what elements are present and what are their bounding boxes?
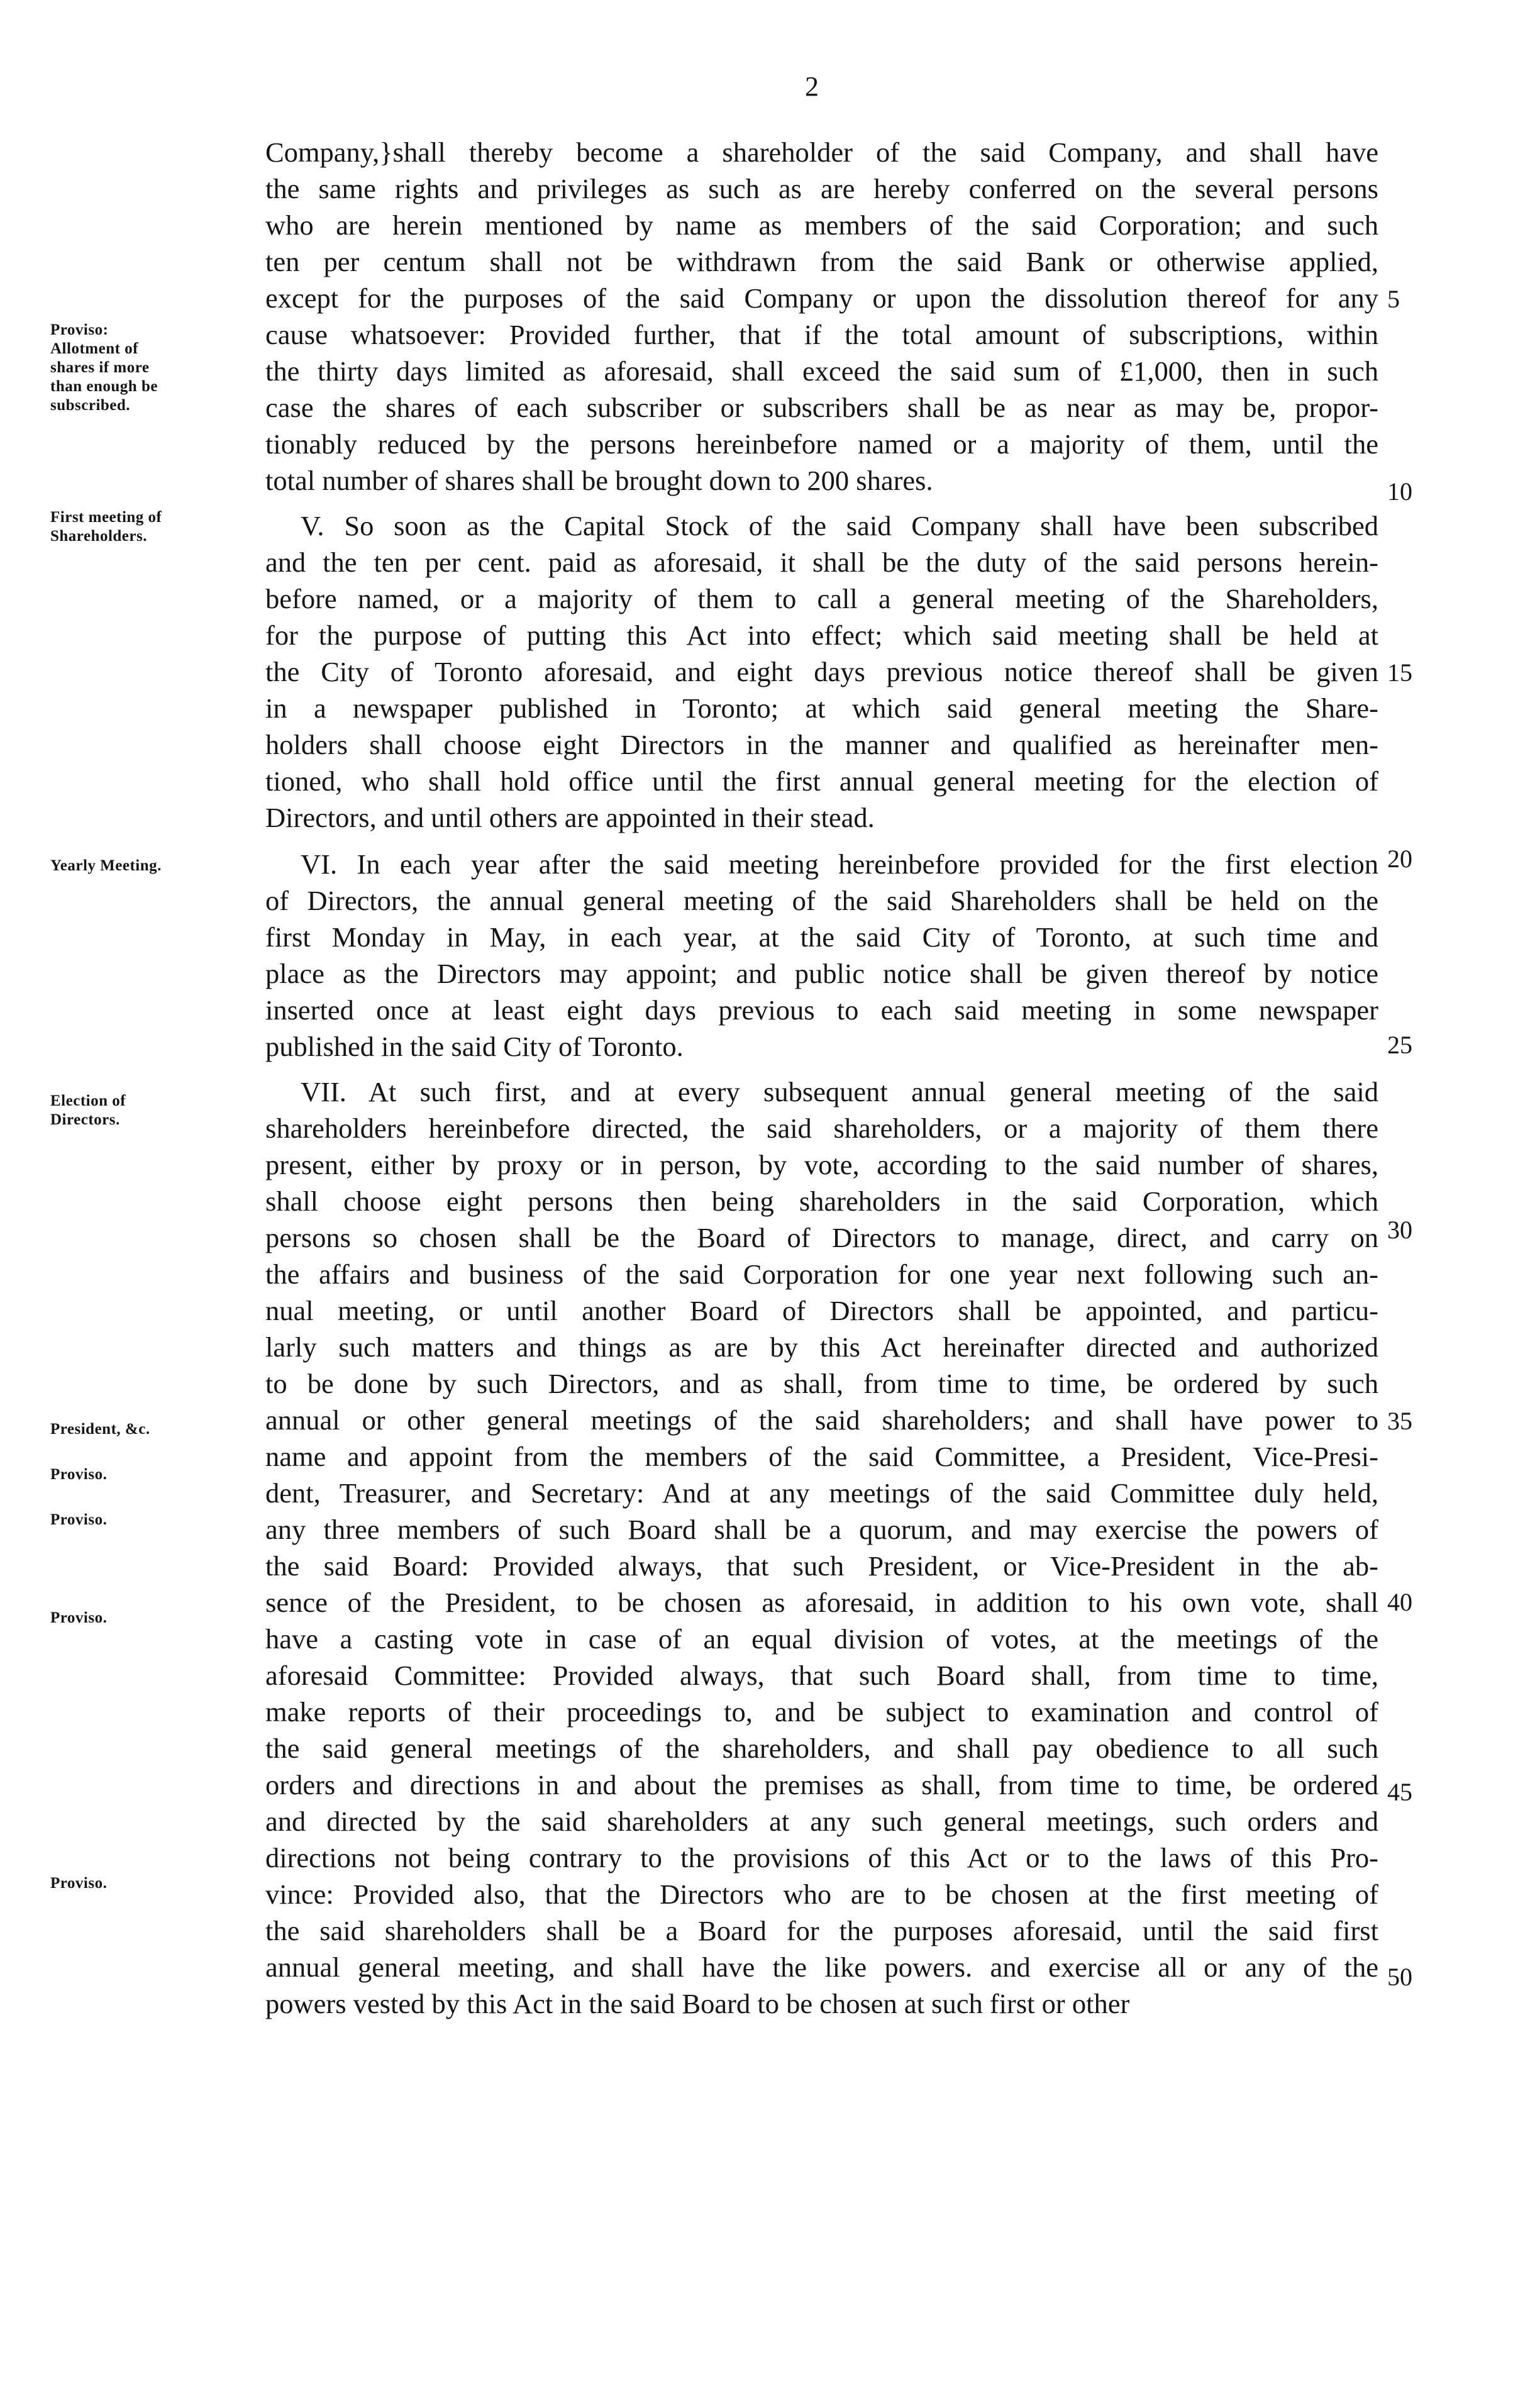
text-line: the affairs and business of the said Corporation for one year next following such an- [265, 1258, 1378, 1290]
text-line: tioned, who shall hold office until the first annual general meeting for the election of [265, 765, 1378, 797]
line-number: 10 [1387, 477, 1412, 506]
margin-note-line: subscribed. [50, 397, 131, 414]
text-line: the thirty days limited as aforesaid, shall exceed the said sum of £1,000, then in such [265, 355, 1378, 387]
text-line: ten per centum shall not be withdrawn from the said Bank or otherwise applied, [265, 246, 1378, 277]
text-line: make reports of their proceedings to, and be subject to examination and control of [265, 1696, 1378, 1728]
text-line: orders and directions in and about the premises as shall, from time to time, be ordered [265, 1769, 1378, 1800]
text-line: the said Board: Provided always, that such President, or Vice-President in the ab- [265, 1550, 1378, 1582]
margin-note [50, 1874, 252, 1893]
margin-note-line: Proviso. [50, 1511, 108, 1528]
text-line: first Monday in May, in each year, at the said City of Toronto, at such time and [265, 921, 1378, 953]
text-line: to be done by such Directors, and as shall, from time to time, be ordered by such [265, 1368, 1378, 1399]
text-line: shall choose eight persons then being shareholders in the said Corporation, which [265, 1185, 1378, 1217]
text-line: larly such matters and things as are by this Act hereinafter directed and authorized [265, 1331, 1378, 1363]
text-line: the same rights and privileges as such as are hereby conferred on the several persons [265, 173, 1378, 204]
line-number: 15 [1387, 658, 1412, 687]
margin-note-line: Shareholders. [50, 528, 147, 545]
text-line: who are herein mentioned by name as members of the said Corporation; and such [265, 209, 1378, 241]
margin-note-line: Election of [50, 1092, 126, 1109]
text-line: and the ten per cent. paid as aforesaid, it shall be the duty of the said persons herein- [265, 547, 1378, 578]
margin-note [50, 508, 252, 546]
text-line: except for the purposes of the said Company or upon the dissolution thereof for any [265, 282, 1378, 314]
margin-note [50, 1511, 252, 1529]
margin-note-line: President, &c. [50, 1421, 150, 1438]
text-line: annual or other general meetings of the said shareholders; and shall have power to [265, 1404, 1378, 1436]
text-line: total number of shares shall be brought down to 200 shares. [265, 465, 933, 496]
margin-note-line: Proviso. [50, 1875, 108, 1892]
margin-note [50, 1609, 252, 1628]
margin-note-line: Allotment of [50, 340, 138, 357]
text-line: published in the said City of Toronto. [265, 1031, 684, 1062]
line-number: 20 [1387, 845, 1412, 873]
text-line: aforesaid Committee: Provided always, that such Board shall, from time to time, [265, 1660, 1378, 1691]
margin-note-line: Proviso. [50, 1609, 108, 1626]
text-line: have a casting vote in case of an equal division of votes, at the meetings of the [265, 1623, 1378, 1655]
text-line: persons so chosen shall be the Board of Directors to manage, direct, and carry on [265, 1222, 1378, 1253]
margin-note-line: First meeting of [50, 509, 162, 526]
text-line: tionably reduced by the persons hereinbefore named or a majority of them, until the [265, 428, 1378, 460]
text-line: in a newspaper published in Toronto; at which said general meeting the Share- [265, 692, 1378, 724]
margin-note [50, 857, 252, 875]
text-line: place as the Directors may appoint; and public notice shall be given thereof by notice [265, 958, 1378, 989]
text-line: cause whatsoever: Provided further, that if the total amount of subscriptions, within [265, 319, 1378, 350]
text-line: Directors, and until others are appointed in their stead. [265, 802, 875, 833]
text-line: holders shall choose eight Directors in the manner and qualified as hereinafter men- [265, 729, 1378, 760]
text-line: shareholders hereinbefore directed, the said shareholders, or a majority of them there [265, 1112, 1378, 1144]
margin-note-line: Proviso. [50, 1466, 108, 1483]
text-line: name and appoint from the members of the said Committee, a President, Vice-Presi- [265, 1441, 1378, 1472]
margin-note [50, 1092, 252, 1129]
text-line: VII. At such first, and at every subsequent annual general meeting of the said [301, 1076, 1378, 1107]
text-line: nual meeting, or until another Board of Directors shall be appointed, and particu- [265, 1295, 1378, 1326]
margin-note [50, 1465, 252, 1484]
line-number: 50 [1387, 1963, 1412, 1991]
line-number: 5 [1387, 285, 1400, 313]
margin-note-line: Directors. [50, 1111, 120, 1128]
text-line: powers vested by this Act in the said Board to be chosen at such first or other [265, 1988, 1130, 2019]
text-line: the City of Toronto aforesaid, and eight days previous notice thereof shall be given [265, 656, 1378, 687]
text-line: V. So soon as the Capital Stock of the said Company shall have been subscribed [301, 510, 1378, 541]
margin-note-line: Proviso: [50, 321, 109, 338]
text-line: Company,}shall thereby become a shareholder of the said Company, and shall have [265, 136, 1378, 168]
text-line: the said shareholders shall be a Board for the purposes aforesaid, until the said first [265, 1915, 1378, 1946]
line-number: 30 [1387, 1216, 1412, 1244]
margin-note-line: shares if more [50, 359, 150, 376]
margin-note-line: than enough be [50, 378, 158, 395]
text-line: VI. In each year after the said meeting hereinbefore provided for the first election [301, 848, 1378, 880]
line-number: 45 [1387, 1778, 1412, 1806]
margin-note-line: Yearly Meeting. [50, 857, 162, 874]
page-number: 2 [805, 71, 819, 102]
line-number: 35 [1387, 1407, 1412, 1435]
text-line: directions not being contrary to the provisions of this Act or to the laws of this Pro- [265, 1842, 1378, 1873]
text-line: present, either by proxy or in person, by vote, according to the said number of shares, [265, 1149, 1378, 1180]
line-number: 40 [1387, 1588, 1412, 1616]
text-line: sence of the President, to be chosen as aforesaid, in addition to his own vote, shall [265, 1587, 1378, 1618]
text-line: and directed by the said shareholders at any such general meetings, such orders and [265, 1806, 1378, 1837]
margin-note [50, 1420, 252, 1439]
margin-note [50, 321, 252, 415]
text-line: the said general meetings of the shareholders, and shall pay obedience to all such [265, 1733, 1378, 1764]
text-line: dent, Treasurer, and Secretary: And at any meetings of the said Committee duly held, [265, 1477, 1378, 1509]
text-line: vince: Provided also, that the Directors who are to be chosen at the first meeting of [265, 1878, 1378, 1910]
text-line: annual general meeting, and shall have the like powers. and exercise all or any of the [265, 1951, 1378, 1983]
text-line: case the shares of each subscriber or subscribers shall be as near as may be, propor- [265, 392, 1378, 423]
text-line: any three members of such Board shall be a quorum, and may exercise the powers of [265, 1514, 1378, 1545]
text-line: inserted once at least eight days previous to each said meeting in some newspaper [265, 994, 1378, 1026]
text-line: for the purpose of putting this Act into effect; which said meeting shall be held at [265, 619, 1378, 651]
text-line: of Directors, the annual general meeting of the said Shareholders shall be held on the [265, 885, 1378, 916]
text-line: before named, or a majority of them to call a general meeting of the Shareholders, [265, 583, 1378, 614]
line-number: 25 [1387, 1031, 1412, 1059]
